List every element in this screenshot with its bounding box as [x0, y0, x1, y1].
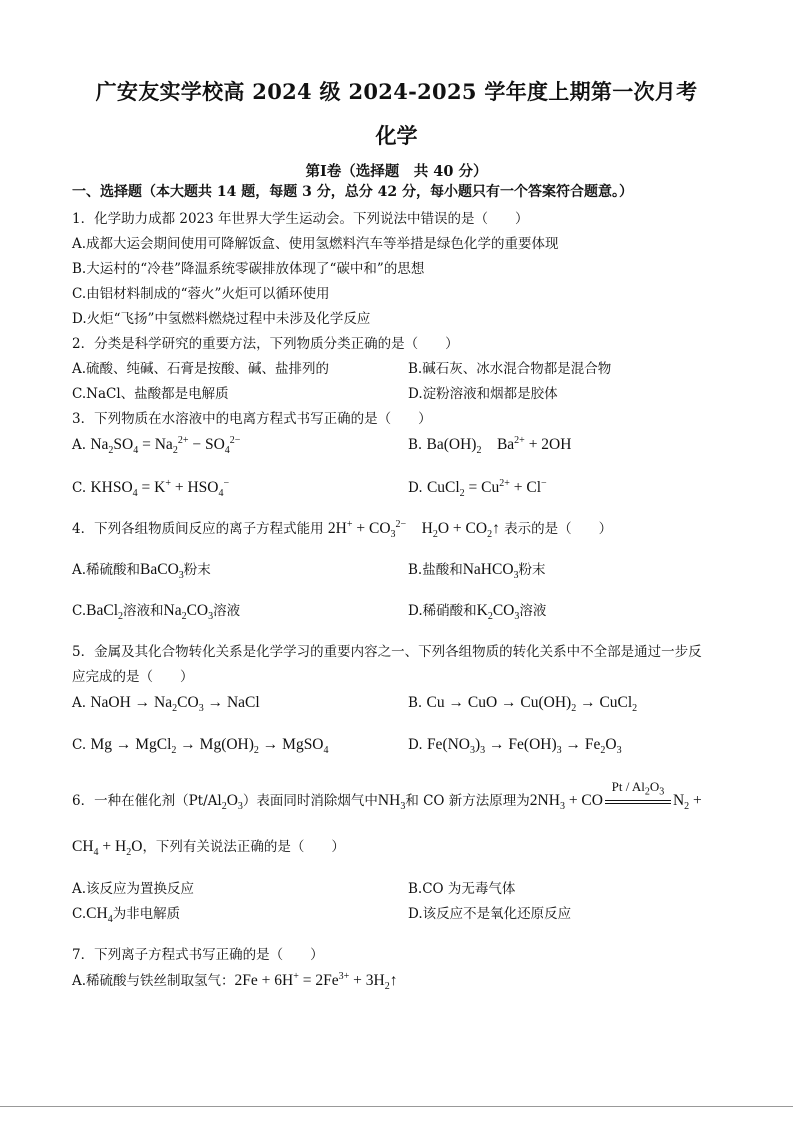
q3-option-d: [408, 477, 547, 500]
q4-option-c: C.BaCl$_2$溶液和$Na_2CO_3$溶液: [72, 602, 241, 623]
q3-c-label: C.: [72, 480, 87, 496]
q3-a-label: A.: [72, 437, 87, 453]
section-heading: 一、选择题（本大题共 14 题，每题 3 分，总分 42 分，每小题只有一个答案符合题意。）: [72, 184, 633, 200]
q4-option-a: A.稀硫酸和BaCO$_3$粉末: [72, 561, 211, 582]
q7-option-a: A.稀硫酸与铁丝制取氢气：$2Fe + 6H^+ = 2Fe^{3+}$ + $3H_2↑$: [72, 970, 398, 993]
q6-stem-line2: $CH_4 + H_2O$，下列有关说法正确的是（ ）: [72, 838, 345, 859]
q1-option-d: D.火炬“飞扬”中氢燃料燃烧过程中未涉及化学反应: [72, 311, 371, 327]
q2-option-a: A.硫酸、纯碱、石膏是按酸、碱、盐排列的: [72, 361, 330, 377]
q1-option-c: C.由铝材料制成的“蓉火”火炬可以循环使用: [72, 286, 330, 302]
q3-a-equation: $Na_2SO_4 = Na_2^{2+} - SO_4^{2-}$: [90, 434, 241, 457]
q6-catalyst-formula: $_2O_3$: [221, 792, 243, 813]
q6-option-b: B.CO 为无毒气体: [408, 881, 516, 897]
page-bottom-rule: [0, 1106, 793, 1107]
exam-title: 广安友实学校高 2024 级 2024-2025 学年度上期第一次月考: [95, 79, 698, 104]
q3-option-b: [408, 434, 572, 457]
q6-reaction-arrow: Pt / $Al_2O_3$: [603, 792, 673, 810]
q3-d-equation: CuCl$_2$ = $Cu^{2+} + Cl^-$: [426, 477, 547, 500]
q5-d-chain: $Fe(NO_3)_3 \to Fe(OH)_3 \to Fe_2O_3$: [426, 736, 622, 757]
q7-a-equation: $2Fe + 6H^+ = 2Fe^{3+}$ + $3H_2↑$: [234, 970, 398, 993]
q3-option-a: [72, 434, 241, 457]
q5-option-b: B. Cu → CuO → $Cu(OH)_2$ → CuCl$_2$: [408, 694, 638, 715]
q6-equation-left: $2NH_3$ + CO: [529, 792, 603, 813]
q4-a-formula: BaCO$_3$: [140, 561, 184, 582]
q4-equation: $2H^+ + CO_3^{2-}$ $H_2O$ + $CO_2↑$: [327, 518, 500, 541]
q3-c-equation: $KHSO_4 = K^+ + HSO_4^-$: [90, 477, 230, 500]
q2-stem: 2．分类是科学研究的重要方法，下列物质分类正确的是（ ）: [72, 336, 459, 352]
q5-stem-line2: 应完成的是（ ）: [72, 669, 194, 685]
q5-option-d: D. $Fe(NO_3)_3 \to Fe(OH)_3 \to Fe_2O_3$: [408, 736, 622, 757]
q2-option-d: D.淀粉溶液和烟都是胶体: [408, 386, 558, 402]
q3-d-label: D.: [408, 480, 423, 496]
q6-products: $CH_4 + H_2O$: [72, 838, 143, 859]
q6-c-formula: $CH_4$: [86, 905, 113, 926]
q4-stem: 4．下列各组物质间反应的离子方程式能用 $2H^+ + CO_3^{2-}$ $H_2O$ + $CO_2↑$ 表示的是（ ）: [72, 518, 613, 541]
q6-stem: 6．一种在催化剂$(Pt/Al_2O_3)$表面同时消除烟气中$NH_3$和 CO 新方法原理为$2NH_3$ + CO Pt / $Al_2O_3$ $N_2$ +: [72, 779, 702, 813]
q2-option-c: C.NaCl、盐酸都是电解质: [72, 386, 229, 402]
q1-option-a: A.成都大运会期间使用可降解饭盒、使用氢燃料汽车等举措是绿色化学的重要体现: [72, 236, 559, 252]
q3-b-equation: $Ba(OH)_2$ $Ba^{2+} + 2OH$: [426, 434, 572, 457]
q2-option-b: B.碱石灰、冰水混合物都是混合物: [408, 361, 612, 377]
q5-option-c: C. Mg → MgCl$_2$ → $Mg(OH)_2$ → MgSO$_4$: [72, 736, 329, 757]
q3-option-c: [72, 477, 230, 500]
q5-a-chain: NaOH → $Na_2CO_3$ → NaCl: [90, 694, 260, 715]
q6-option-a: A.该反应为置换反应: [72, 881, 195, 897]
subject-title: 化学: [375, 123, 418, 148]
q5-c-chain: Mg → MgCl$_2$ → $Mg(OH)_2$ → MgSO$_4$: [90, 736, 329, 757]
part-title: 第Ⅰ卷（选择题 共 40 分）: [305, 163, 488, 180]
q7-stem: 7．下列离子方程式书写正确的是（ ）: [72, 947, 324, 963]
q3-stem: 3．下列物质在水溶液中的电离方程式书写正确的是（ ）: [72, 411, 432, 427]
q6-equation-right: $N_2$ +: [672, 792, 702, 813]
q5-stem-line1: 5．金属及其化合物转化关系是化学学习的重要内容之一、下列各组物质的转化关系中不全部是通过一步反: [72, 644, 702, 660]
q3-b-label: B.: [408, 437, 423, 453]
q4-c-formula-2: $Na_2CO_3$: [163, 602, 214, 623]
q4-c-formula-1: BaCl$_2$: [86, 602, 124, 623]
q4-option-d: D.稀硝酸和$K_2CO_3$溶液: [408, 602, 547, 623]
q5-b-chain: Cu → CuO → $Cu(OH)_2$ → CuCl$_2$: [426, 694, 638, 715]
q1-stem: 1．化学助力成都 2023 年世界大学生运动会。下列说法中错误的是（ ）: [72, 211, 529, 227]
q1-option-b: B.大运村的“冷巷”降温系统零碳排放体现了“碳中和”的思想: [72, 261, 425, 277]
q4-option-b: B.盐酸和NaHCO$_3$粉末: [408, 561, 546, 582]
q6-option-d: D.该反应不是氧化还原反应: [408, 906, 572, 922]
q6-nh3: $NH_3$: [377, 792, 406, 813]
q4-b-formula: NaHCO$_3$: [462, 561, 519, 582]
q5-option-a: A. NaOH → $Na_2CO_3$ → NaCl: [72, 694, 260, 715]
q6-option-c: $C.CH_4$为非电解质: [72, 905, 181, 926]
q4-d-formula: $K_2CO_3$: [476, 602, 520, 623]
